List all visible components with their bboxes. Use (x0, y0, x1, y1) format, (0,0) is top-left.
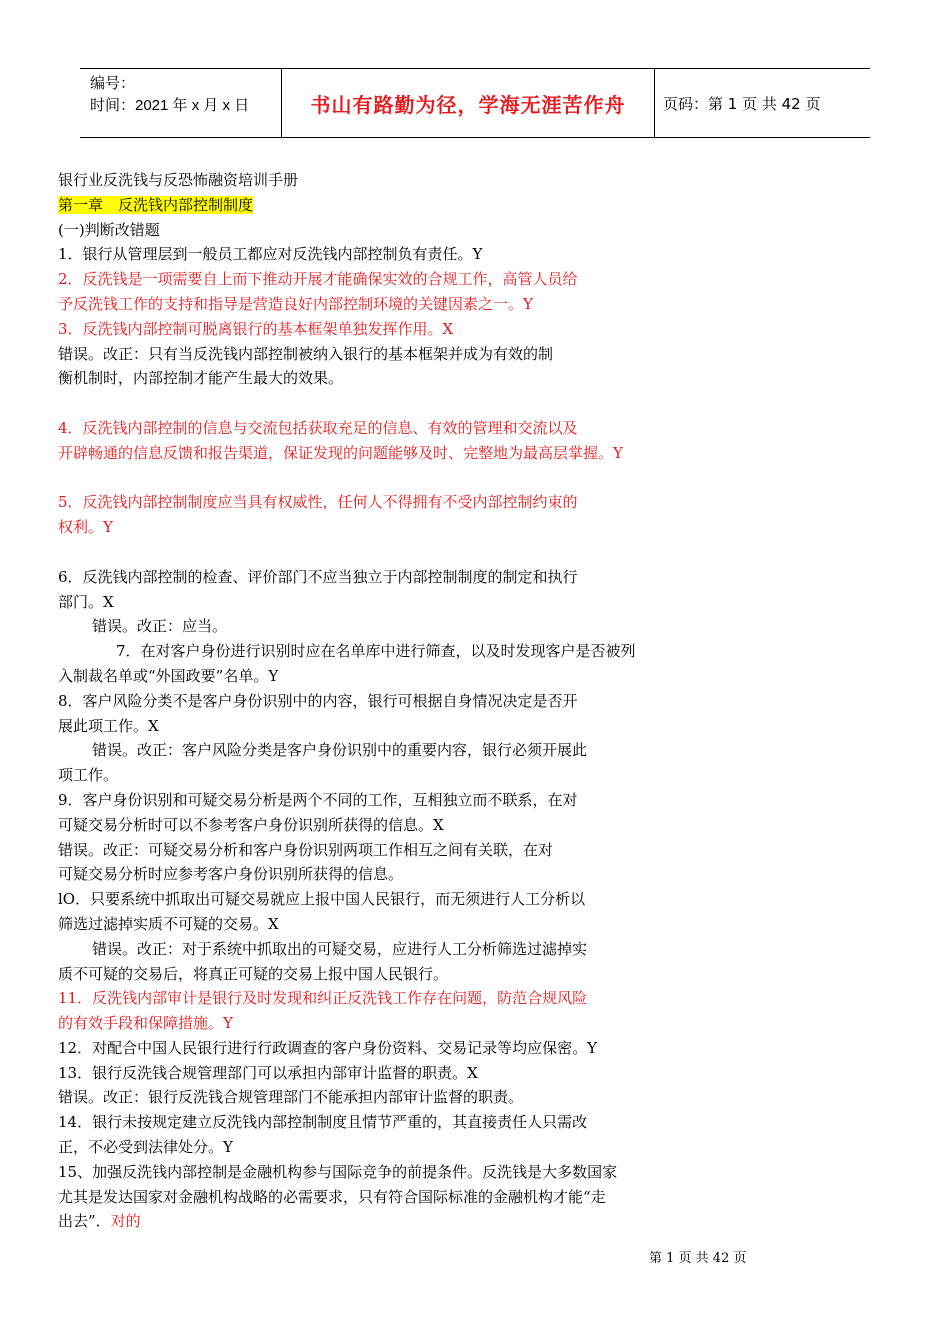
spacer (58, 540, 718, 565)
paragraph-line: 1．银行从管理层到一般员工都应对反洗钱内部控制负有责任。Y (58, 245, 483, 264)
paragraph-line: 错误。改正：可疑交易分析和客户身份识别两项工作相互之间有关联，在对 (58, 840, 554, 859)
document-body (58, 168, 718, 1234)
spacer (58, 391, 718, 416)
paragraph-line: 错误。改正：银行反洗钱合规管理部门不能承担内部审计监督的职责。 (58, 1088, 524, 1107)
paragraph-line: 可疑交易分析时应参考客户身份识别所获得的信息。 (58, 865, 404, 884)
paragraph-line: 可疑交易分析时可以不参考客户身份识别所获得的信息。X (58, 815, 444, 834)
paragraph-line: 6．反洗钱内部控制的检查、评价部门不应当独立于内部控制制度的制定和执行 (58, 567, 578, 586)
paragraph-line: 5．反洗钱内部控制制度应当具有权威性，任何人不得拥有不受内部控制约束的 (58, 493, 578, 512)
paragraph-line: 13．银行反洗钱合规管理部门可以承担内部审计监督的职责。X (58, 1063, 478, 1082)
paragraph-line: 的有效手段和保障措施。Y (58, 1014, 233, 1033)
paragraph-line: 正，不必受到法律处分。Y (58, 1138, 233, 1157)
paragraph-line: 9．客户身份识别和可疑交易分析是两个不同的工作，互相独立而不联系，在对 (58, 790, 578, 809)
answer-mark: 对的 (110, 1212, 141, 1231)
paragraph-line: 2．反洗钱是一项需要自上而下推动开展才能确保实效的合规工作，高管人员给 (58, 270, 578, 289)
paragraph-line: 错误。改正：应当。 (92, 617, 228, 636)
paragraph-line: 质不可疑的交易后，将真正可疑的交易上报中国人民银行。 (58, 964, 449, 983)
doc-title: 银行业反洗钱与反恐怖融资培训手册 (58, 171, 299, 189)
header-meta (80, 69, 282, 137)
paragraph-line: lO．只要系统中抓取出可疑交易就应上报中国人民银行，而无须进行人工分析以 (58, 890, 586, 909)
paragraph-line: 项工作。 (58, 766, 119, 785)
header-table (80, 68, 870, 138)
paragraph-line: 予反洗钱工作的支持和指导是营造良好内部控制环境的关键因素之一。Y (58, 294, 533, 313)
paragraph-line: 4．反洗钱内部控制的信息与交流包括获取充足的信息、有效的管理和交流以及 (58, 418, 578, 437)
paragraph-line: 15、加强反洗钱内部控制是金融机构参与国际竞争的前提条件。反洗钱是大多数国家 (58, 1162, 618, 1181)
paragraph-line: 7．在对客户身份进行识别时应在名单库中进行筛查，以及时发现客户是否被列 (116, 642, 636, 661)
paragraph-line: 权利。Y (58, 518, 113, 537)
number-label: 编号： (90, 75, 136, 92)
paragraph-line (58, 1209, 718, 1234)
spacer (58, 466, 718, 491)
paragraph-line: 3．反洗钱内部控制可脱离银行的基本框架单独发挥作用。X (58, 319, 454, 338)
paragraph-line: 错误。改正：客户风险分类是客户身份识别中的重要内容，银行必须开展此 (92, 741, 588, 760)
time-label: 时间：2021 年 x 月 x 日 (90, 97, 250, 114)
chapter-heading: 第一章 反洗钱内部控制制度 (58, 195, 254, 214)
section-heading: (一)判断改错题 (58, 220, 160, 239)
paragraph-line: 8．客户风险分类不是客户身份识别中的内容，银行可根据自身情况决定是否开 (58, 691, 578, 710)
paragraph-line: 错误。改正：只有当反洗钱内部控制被纳入银行的基本框架并成为有效的制 (58, 344, 554, 363)
paragraph-line: 14．银行未按规定建立反洗钱内部控制制度且情节严重的，其直接责任人只需改 (58, 1113, 588, 1132)
paragraph-line: 开辟畅通的信息反馈和报告渠道，保证发现的问题能够及时、完整地为最高层掌握。Y (58, 443, 623, 462)
paragraph-line: 11．反洗钱内部审计是银行及时发现和纠正反洗钱工作存在问题，防范合规风险 (58, 989, 588, 1008)
paragraph-line-end: 出去”． (58, 1212, 111, 1231)
paragraph-line: 错误。改正：对于系统中抓取出的可疑交易，应进行人工分析筛选过滤掉实 (92, 939, 588, 958)
motto: 书山有路勤为径，学海无涯苦作舟 (282, 69, 655, 137)
paragraph-line: 衡机制时，内部控制才能产生最大的效果。 (58, 369, 344, 388)
page-info: 页码：第 1 页 共 42 页 (663, 94, 821, 113)
paragraph-line: 入制裁名单或“外国政要”名单。Y (58, 666, 279, 685)
paragraph-line: 尤其是发达国家对金融机构战略的必需要求，只有符合国际标准的金融机构才能“走 (58, 1187, 606, 1206)
paragraph-line: 部门。X (58, 592, 114, 611)
paragraph-line: 展此项工作。X (58, 716, 159, 735)
page-footer: 第 1 页 共 42 页 (649, 1251, 747, 1266)
paragraph-line: 筛选过滤掉实质不可疑的交易。X (58, 914, 279, 933)
paragraph-line: 12．对配合中国人民银行进行行政调查的客户身份资料、交易记录等均应保密。Y (58, 1038, 597, 1057)
